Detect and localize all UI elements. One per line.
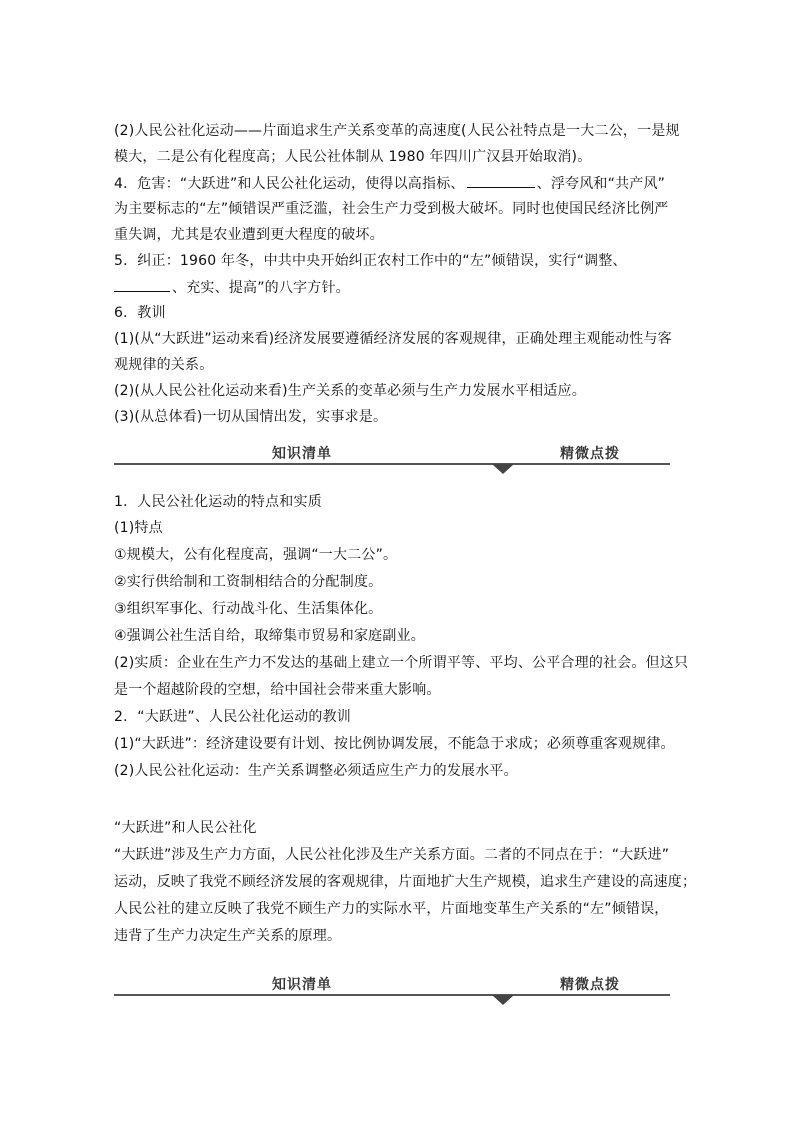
text-line: (1)特点 xyxy=(114,520,163,536)
text-segment: 、充实、提高”的八字方针。 xyxy=(172,280,350,296)
text-line: (3)(从总体看)一切从国情出发，实事求是。 xyxy=(114,409,388,425)
triangle-down-icon xyxy=(492,464,514,474)
text-line: 1．人民公社化运动的特点和实质 xyxy=(114,494,322,510)
text-line: 为主要标志的“左”倾错误严重泛滥，社会生产力受到极大破坏。同时也使国民经济比例严 xyxy=(114,201,669,217)
text-line: 模大，二是公有化程度高；人民公社体制从 1980 年四川广汉县开始取消)。 xyxy=(114,149,592,165)
banner-rule xyxy=(114,463,670,465)
text-segment: 4．危害：“大跃进”和人民公社化运动，使得以高指标、 xyxy=(114,176,465,192)
text-line: 运动，反映了我党不顾经济发展的客观规律，片面地扩大生产规模，追求生产建设的高速度； xyxy=(114,874,697,890)
text-line: (2)(从人民公社化运动来看)生产关系的变革必须与生产力发展水平相适应。 xyxy=(114,383,586,399)
text-segment: 、浮夸风和“共产风” xyxy=(536,176,666,192)
text-line: 2．“大跃进”、人民公社化运动的教训 xyxy=(114,709,352,725)
section-banner xyxy=(114,972,670,1000)
text-line: (1)“大跃进”：经济建设要有计划、按比例协调发展，不能急于求成；必须尊重客观规律。 xyxy=(114,736,675,752)
text-line xyxy=(114,277,350,298)
text-line xyxy=(114,173,665,194)
text-line: (1)(从“大跃进”运动来看)经济发展要遵循经济发展的客观规律，正确处理主观能动性与客 xyxy=(114,331,672,347)
text-line: ①规模大，公有化程度高，强调“一大二公”。 xyxy=(114,547,398,563)
text-line: 违背了生产力决定生产关系的原理。 xyxy=(114,928,342,944)
text-line: (2)人民公社化运动——片面追求生产关系变革的高速度(人民公社特点是一大二公，一是规 xyxy=(114,123,680,139)
text-line: ②实行供给制和工资制相结合的分配制度。 xyxy=(114,574,383,590)
fill-blank[interactable] xyxy=(467,173,535,188)
note-title: “大跃进”和人民公社化 xyxy=(114,820,257,836)
fill-blank[interactable] xyxy=(114,277,170,292)
banner-rule xyxy=(114,994,670,996)
banner-left-label: 知识清单 xyxy=(272,446,332,462)
banner-right-label: 精微点拨 xyxy=(560,977,620,993)
banner-right-label: 精微点拨 xyxy=(560,446,620,462)
banner-left-label: 知识清单 xyxy=(272,977,332,993)
text-line: 重失调，尤其是农业遭到更大程度的破坏。 xyxy=(114,227,384,243)
text-line: “大跃进”涉及生产力方面，人民公社化涉及生产关系方面。二者的不同点在于：“大跃进” xyxy=(114,847,670,863)
section-banner xyxy=(114,441,670,469)
triangle-down-icon xyxy=(492,995,514,1005)
text-line: ④强调公社生活自给，取缔集市贸易和家庭副业。 xyxy=(114,628,425,644)
text-line: (2)实质：企业在生产力不发达的基础上建立一个所谓平等、平均、公平合理的社会。但这只 xyxy=(114,655,689,671)
text-line: 人民公社的建立反映了我党不顾生产力的实际水平，片面地变革生产关系的“左”倾错误， xyxy=(114,901,669,917)
text-line: 观规律的关系。 xyxy=(114,357,214,373)
text-line: 是一个超越阶段的空想，给中国社会带来重大影响。 xyxy=(114,682,441,698)
text-line: (2)人民公社化运动：生产关系调整必须适应生产力的发展水平。 xyxy=(114,763,518,779)
text-line: 6．教训 xyxy=(114,305,166,321)
text-line: 5．纠正：1960 年冬，中共中央开始纠正农村工作中的“左”倾错误，实行“调整、 xyxy=(114,253,627,269)
text-line: ③组织军事化、行动战斗化、生活集体化。 xyxy=(114,601,383,617)
